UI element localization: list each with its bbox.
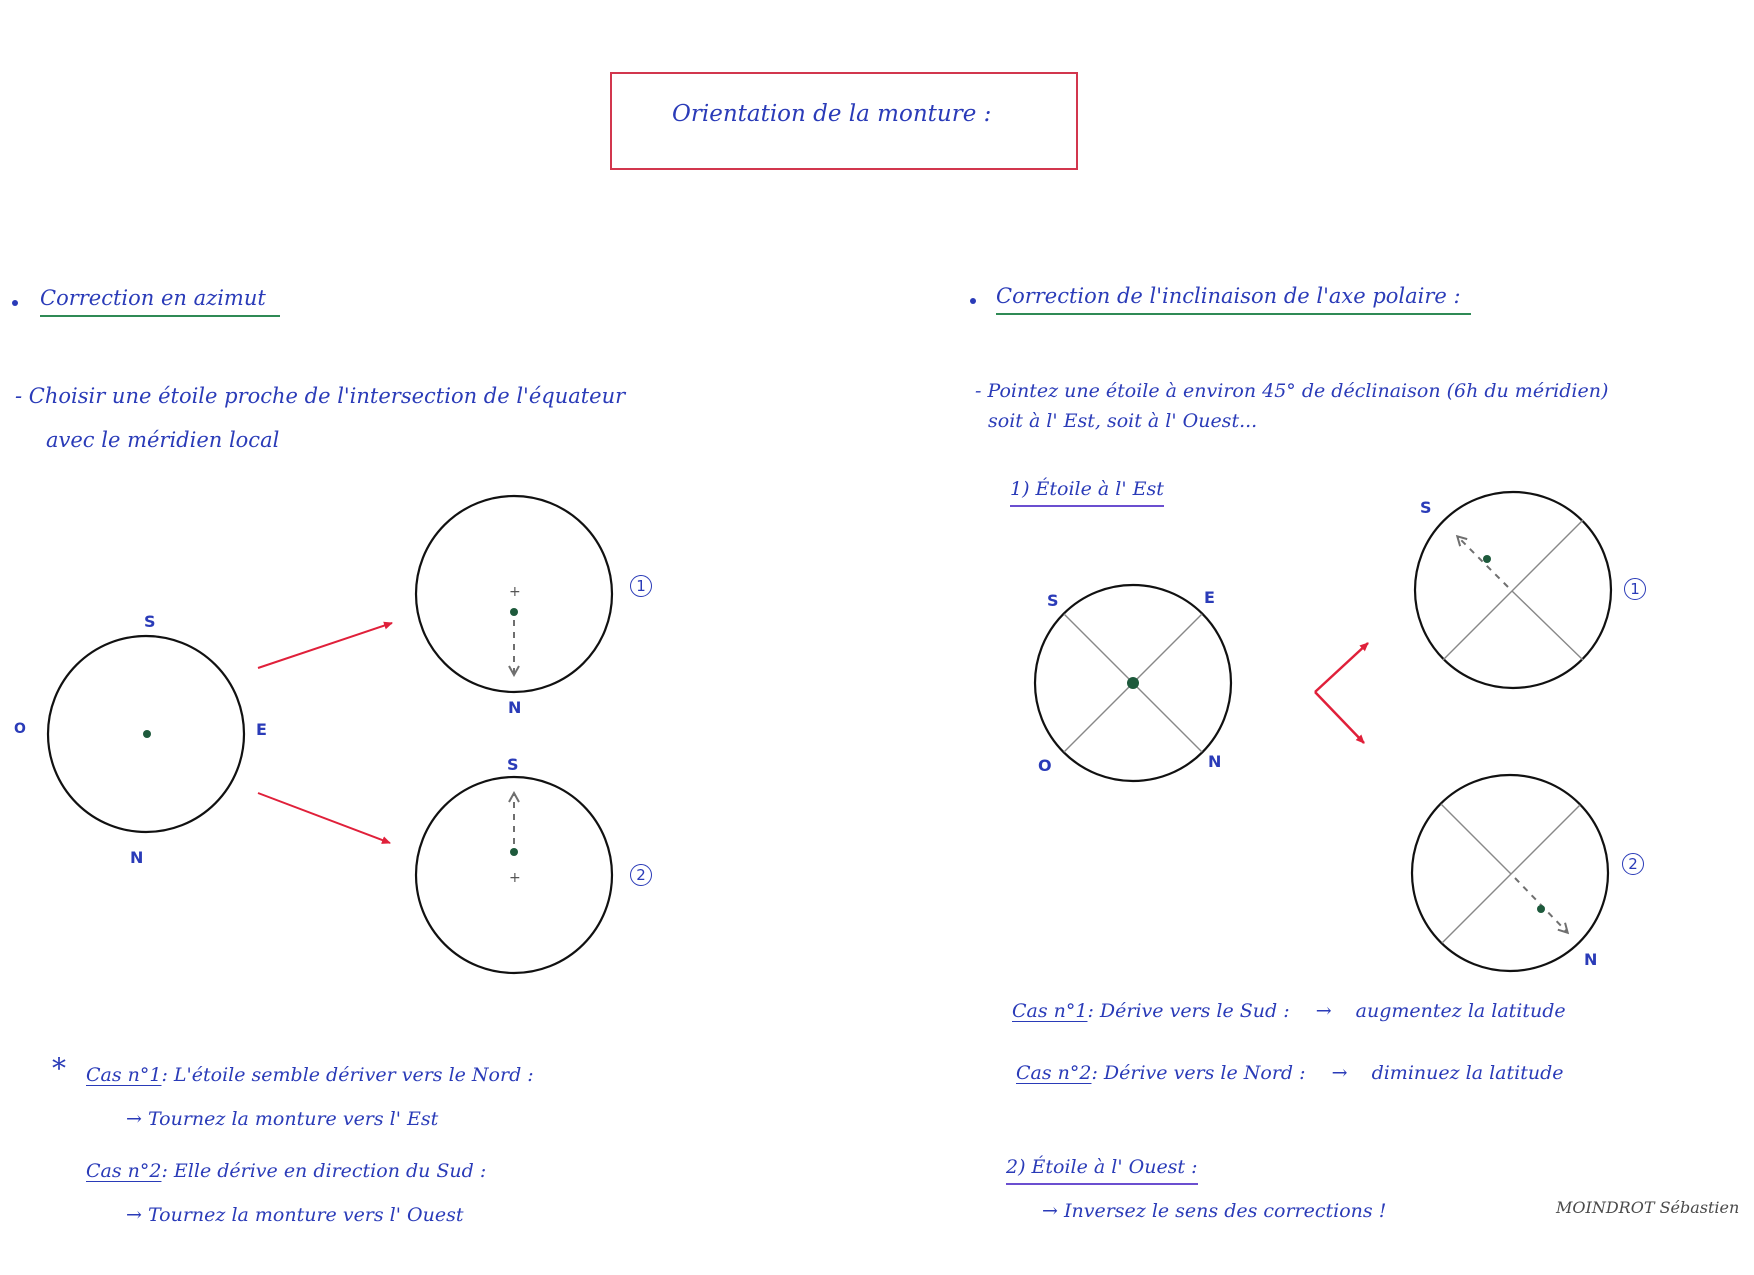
arrow-icon: → bbox=[1042, 1200, 1064, 1222]
right-red-arrow-up bbox=[1315, 643, 1368, 692]
right-case1-label: Cas n°1 bbox=[1012, 1000, 1088, 1022]
right-instruction-line-1: - Pointez une étoile à environ 45° de déclinaison (6h du méridien) bbox=[975, 380, 1609, 402]
right-case1-axis-2 bbox=[1512, 591, 1583, 660]
left-case1-action: Tournez la monture vers l' Est bbox=[147, 1108, 439, 1130]
left-case1-text: : L'étoile semble dériver vers le Nord : bbox=[161, 1064, 534, 1086]
right-case2-label: Cas n°2 bbox=[1016, 1062, 1092, 1084]
left-case2-label: Cas n°2 bbox=[86, 1160, 162, 1182]
right-case2-action: diminuez la latitude bbox=[1371, 1062, 1564, 1084]
right-main-star-dot bbox=[1127, 677, 1139, 689]
left-red-arrow-down bbox=[258, 793, 390, 843]
left-case2-plus: + bbox=[509, 870, 521, 886]
right-east-heading: 1) Étoile à l' Est bbox=[1010, 478, 1164, 507]
left-case2-label-s: S bbox=[507, 755, 519, 774]
left-instruction-line-1: - Choisir une étoile proche de l'intersection de l'équateur bbox=[15, 384, 626, 408]
left-case2-star-dot bbox=[510, 848, 518, 856]
right-red-arrow-down bbox=[1315, 692, 1364, 743]
right-case2-label-n: N bbox=[1584, 950, 1598, 969]
right-instruction-line-2: soit à l' Est, soit à l' Ouest... bbox=[988, 410, 1258, 432]
right-main-label-n: N bbox=[1208, 752, 1222, 771]
right-main-label-o: O bbox=[1038, 756, 1052, 775]
left-instruction-line-2: avec le méridien local bbox=[46, 428, 280, 452]
arrow-icon: → bbox=[1315, 1000, 1332, 1022]
left-case2-action: Tournez la monture vers l' Ouest bbox=[147, 1204, 464, 1226]
left-case2-number: 2 bbox=[630, 864, 652, 886]
star-mark: * bbox=[52, 1052, 66, 1085]
right-west-action: Inversez le sens des corrections ! bbox=[1063, 1200, 1387, 1222]
left-case1-label-n: N bbox=[508, 698, 522, 717]
right-case1-label-s: S bbox=[1420, 498, 1432, 517]
right-main-label-e: E bbox=[1204, 588, 1215, 607]
left-main-label-o: O bbox=[14, 721, 26, 737]
left-case1-label: Cas n°1 bbox=[86, 1064, 162, 1086]
left-main-label-s: S bbox=[144, 612, 156, 631]
left-main-star-dot bbox=[143, 730, 151, 738]
right-case1-number: 1 bbox=[1624, 578, 1646, 600]
right-case2-star-dot bbox=[1537, 905, 1545, 913]
right-case2-text: : Dérive vers le Nord : bbox=[1091, 1062, 1306, 1084]
left-case1-star-dot bbox=[510, 608, 518, 616]
left-heading: Correction en azimut bbox=[40, 288, 280, 317]
right-west-heading: 2) Étoile à l' Ouest : bbox=[1006, 1156, 1198, 1185]
right-heading: Correction de l'inclinaison de l'axe polaire : bbox=[996, 286, 1471, 315]
right-case1-drift-arrow bbox=[1458, 537, 1508, 587]
left-case2-text: : Elle dérive en direction du Sud : bbox=[161, 1160, 487, 1182]
right-case2-number: 2 bbox=[1622, 853, 1644, 875]
page-title: Orientation de la monture : bbox=[672, 101, 992, 127]
right-main-label-s: S bbox=[1047, 591, 1059, 610]
left-case1-plus: + bbox=[509, 584, 521, 600]
signature: MOINDROT Sébastien bbox=[1556, 1198, 1740, 1217]
right-case1-text: : Dérive vers le Sud : bbox=[1087, 1000, 1290, 1022]
left-case1-number: 1 bbox=[630, 575, 652, 597]
arrow-icon: → bbox=[126, 1108, 148, 1130]
right-case2-axis-2 bbox=[1441, 804, 1511, 874]
left-main-label-e: E bbox=[256, 720, 267, 739]
right-case1-action: augmentez la latitude bbox=[1355, 1000, 1566, 1022]
left-red-arrow-up bbox=[258, 623, 392, 668]
right-case1-star-dot bbox=[1483, 555, 1491, 563]
arrow-icon: → bbox=[1331, 1062, 1348, 1084]
arrow-icon: → bbox=[126, 1204, 148, 1226]
left-main-label-n: N bbox=[130, 848, 144, 867]
